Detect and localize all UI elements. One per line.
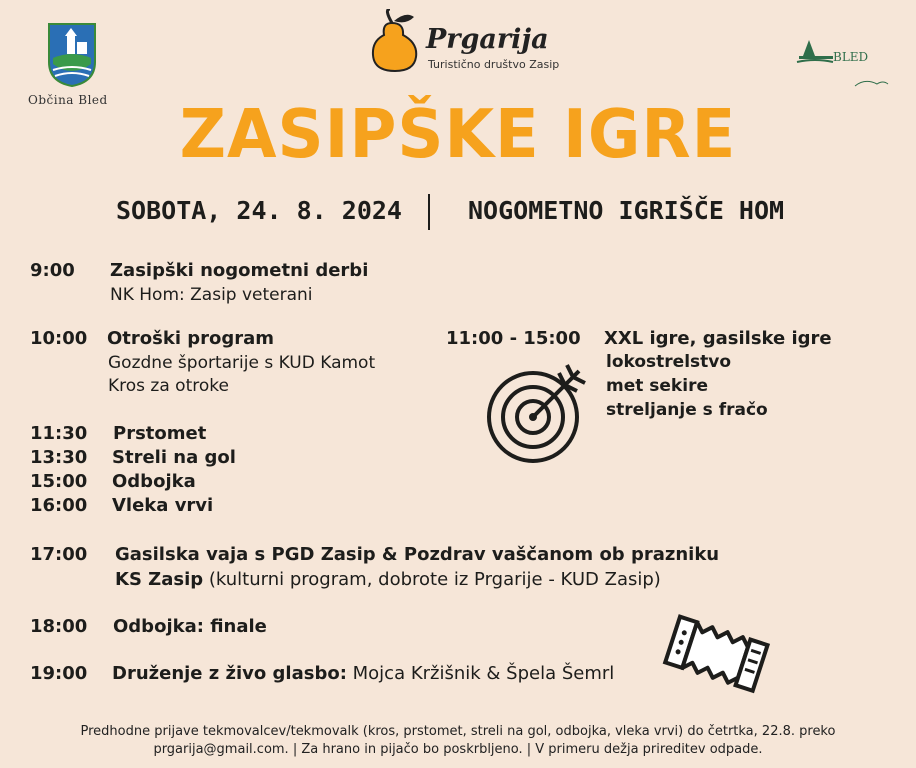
schedule-detail: Mojca Kržišnik & Špela Šemrl bbox=[346, 663, 615, 684]
event-title: ZASIPŠKE IGRE bbox=[179, 96, 737, 174]
schedule-time: 17:00 bbox=[30, 544, 88, 565]
pear-logo-icon bbox=[370, 9, 420, 72]
accordion-icon bbox=[662, 608, 772, 703]
schedule-title: Druženje z živo glasbo: bbox=[112, 663, 347, 684]
obcina-bled-crest-icon bbox=[47, 22, 97, 88]
schedule-detail: NK Hom: Zasip veterani bbox=[110, 285, 313, 305]
event-venue: NOGOMETNO IGRIŠČE HOM bbox=[468, 196, 785, 225]
schedule-time: 16:00 bbox=[30, 495, 88, 516]
schedule-title: Zasipški nogometni derbi bbox=[110, 260, 369, 281]
schedule-title: Vleka vrvi bbox=[112, 495, 214, 516]
schedule-title-line bbox=[112, 663, 614, 684]
schedule-title: Prstomet bbox=[113, 423, 207, 444]
schedule-time: 10:00 bbox=[30, 328, 88, 349]
target-arrow-icon bbox=[483, 357, 593, 467]
side-time: 11:00 - 15:00 bbox=[446, 328, 581, 349]
schedule-detail: Gozdne športarije s KUD Kamot bbox=[108, 353, 376, 373]
footer-line: Predhodne prijave tekmovalcev/tekmovalk (kros, prstomet, streli na gol, odbojka, vleka vrvi) do četrtka, 22.8. preko bbox=[80, 724, 836, 739]
schedule-title: Gasilska vaja s PGD Zasip & Pozdrav vaščanom ob prazniku bbox=[115, 544, 720, 565]
schedule-detail-line bbox=[115, 569, 661, 590]
footer-line: prgarija@gmail.com. | Za hrano in pijačo bo poskrbljeno. | V primeru dežja prireditev odpade. bbox=[153, 742, 763, 757]
schedule-detail-bold: KS Zasip bbox=[115, 569, 204, 590]
schedule-time: 11:30 bbox=[30, 423, 88, 444]
schedule-title: Otroški program bbox=[107, 328, 275, 349]
side-item: streljanje s fračo bbox=[606, 400, 768, 420]
municipality-name: Občina Bled bbox=[28, 93, 108, 107]
brand-name: Prgarija bbox=[426, 24, 549, 55]
schedule-detail: Kros za otroke bbox=[108, 376, 229, 396]
bled-logo-text: BLED bbox=[833, 50, 869, 64]
schedule-detail: (kulturni program, dobrote iz Prgarije - KUD Zasip) bbox=[203, 569, 661, 590]
footer-note bbox=[0, 723, 916, 759]
schedule-time: 15:00 bbox=[30, 471, 88, 492]
bled-tourism-logo-icon bbox=[795, 34, 890, 94]
event-date: SOBOTA, 24. 8. 2024 bbox=[116, 196, 402, 225]
schedule-time: 9:00 bbox=[30, 260, 75, 281]
side-title: XXL igre, gasilske igre bbox=[604, 328, 832, 349]
schedule-title: Streli na gol bbox=[112, 447, 236, 468]
brand-subtitle: Turistično društvo Zasip bbox=[428, 58, 560, 71]
schedule-title: Odbojka bbox=[112, 471, 196, 492]
header-divider bbox=[428, 194, 430, 230]
side-item: met sekire bbox=[606, 376, 708, 396]
schedule-time: 18:00 bbox=[30, 616, 88, 637]
schedule-time: 13:30 bbox=[30, 447, 88, 468]
schedule-title: Odbojka: finale bbox=[113, 616, 267, 637]
side-item: lokostrelstvo bbox=[606, 352, 732, 372]
schedule-time: 19:00 bbox=[30, 663, 88, 684]
